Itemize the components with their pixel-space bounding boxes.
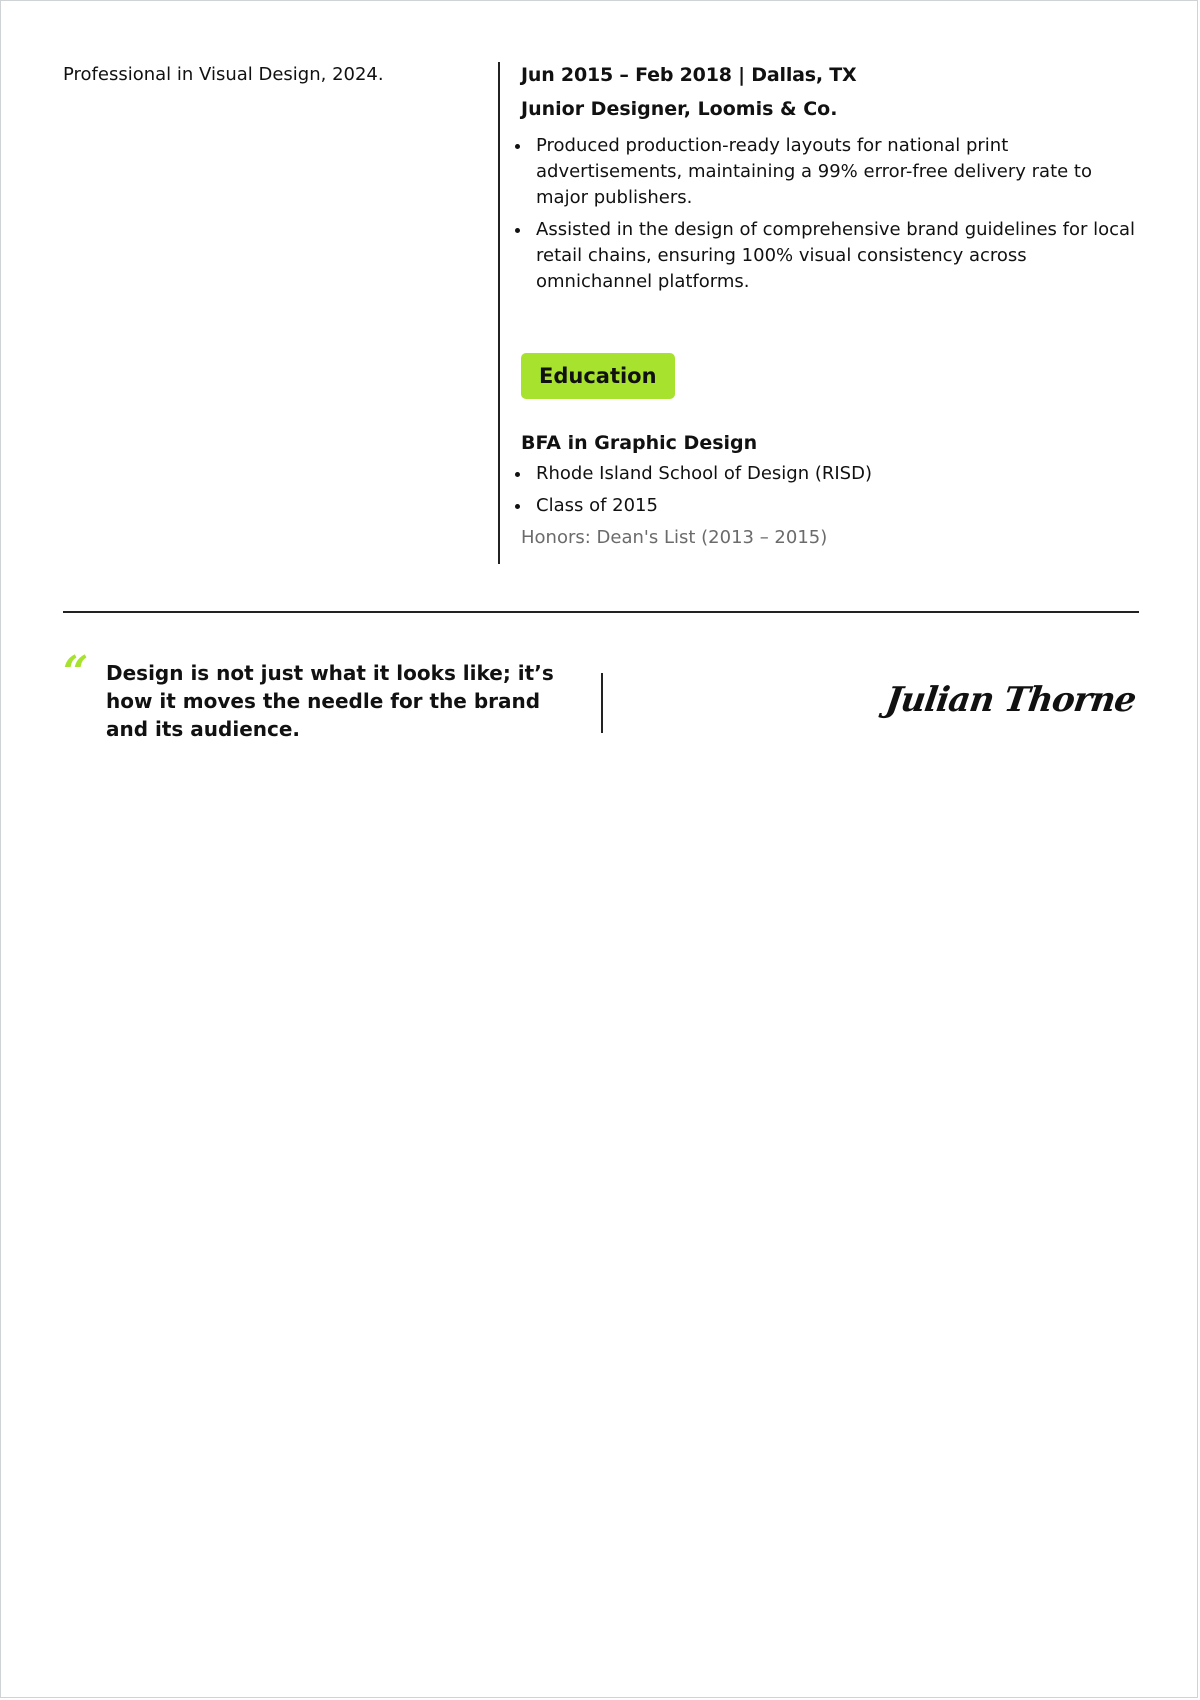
job-dates-location: Jun 2015 – Feb 2018 | Dallas, TX [521,64,857,86]
education-details [521,461,1141,519]
list-item: Produced production-ready layouts for national print advertisements, maintaining a 99% error-free delivery rate to major publishers. [521,133,1141,211]
list-item: Class of 2015 [521,493,1141,519]
list-item: Rhode Island School of Design (RISD) [521,461,1141,487]
honors-text: Honors: Dean's List (2013 – 2015) [521,527,828,548]
list-item: Assisted in the design of comprehensive brand guidelines for local retail chains, ensuring 100% visual consistency across omnichannel platforms. [521,217,1141,295]
signature: Julian Thorne [882,680,1138,720]
quote-text: Design is not just what it looks like; it’s how it moves the needle for the brand and its audience. [106,661,554,741]
quote-mark-icon: “ [63,647,89,698]
degree-title: BFA in Graphic Design [521,432,758,454]
right-column [521,61,1141,551]
summary-text: Professional in Visual Design, 2024. [63,64,384,85]
job-title: Junior Designer, Loomis & Co. [521,98,838,120]
experience-entry [521,61,1141,295]
quote-divider [601,673,603,733]
education-heading: Education [521,353,675,399]
section-divider [63,611,1139,613]
education-section [521,301,1141,551]
experience-bullets [521,133,1141,295]
column-divider [498,62,500,564]
